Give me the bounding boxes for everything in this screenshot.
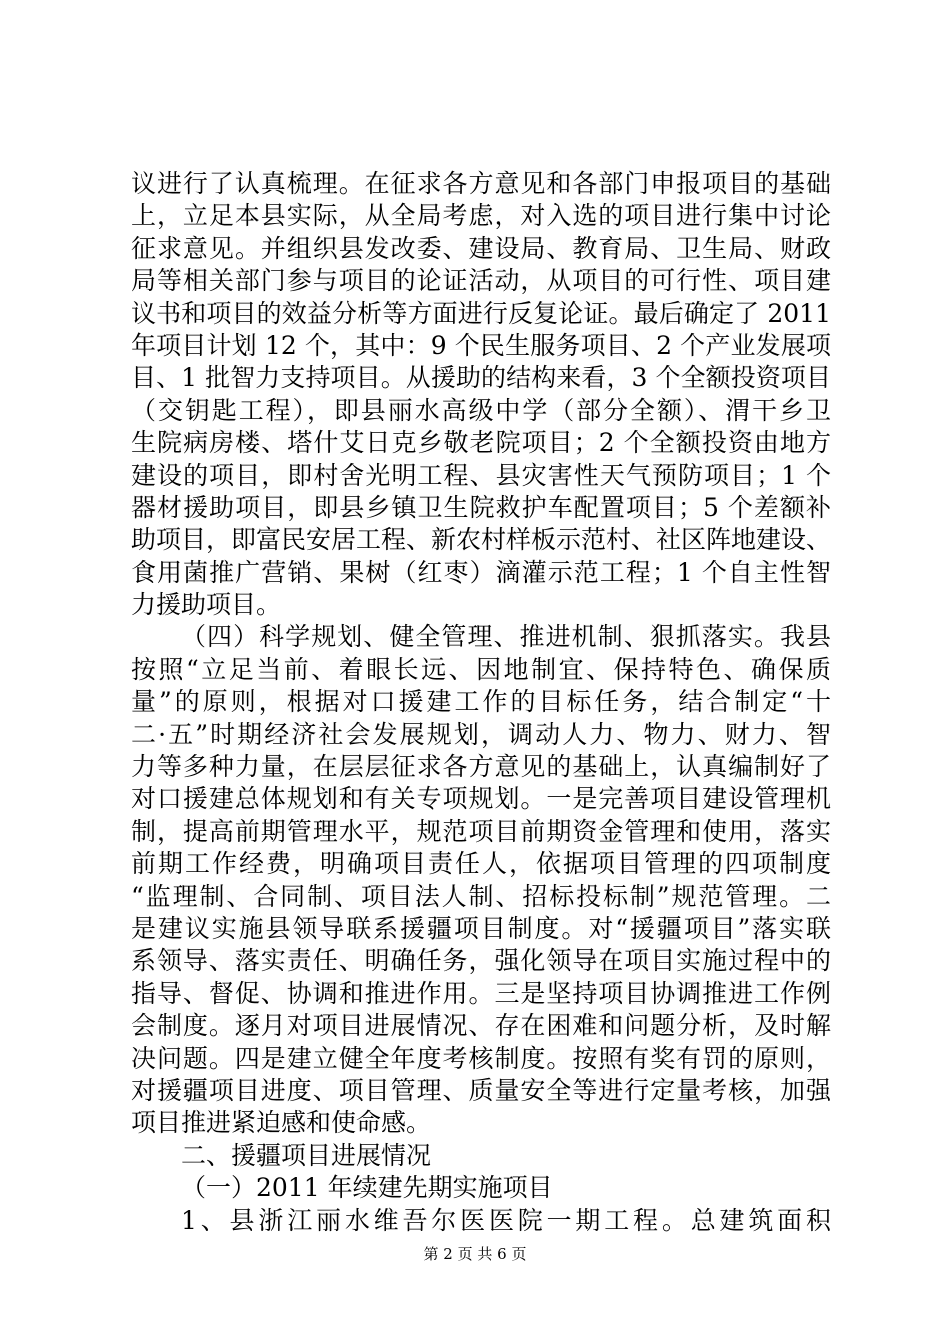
text-line: 制，提高前期管理水平，规范项目前期资金管理和使用，落实	[131, 816, 831, 846]
text-line: 生院病房楼、塔什艾日克乡敬老院项目；2 个全额投资由地方	[131, 428, 831, 458]
document-body	[131, 168, 831, 1237]
text-line: 会制度。逐月对项目进展情况、存在困难和问题分析，及时解	[131, 1011, 831, 1041]
text-line: 项目推进紧迫感和使命感。	[131, 1108, 432, 1138]
text-line: 力援助项目。	[131, 590, 282, 620]
text-line: 食用菌推广营销、果树（红枣）滴灌示范工程；1 个自主性智	[131, 557, 831, 587]
text-line: 对援疆项目进度、项目管理、质量安全等进行定量考核，加强	[131, 1075, 831, 1105]
text-line: 目、1 批智力支持项目。从援助的结构来看，3 个全额投资项目	[131, 363, 831, 393]
text-line: 上，立足本县实际，从全局考虑，对入选的项目进行集中讨论	[131, 201, 831, 231]
text-line: 力等多种力量，在层层征求各方意见的基础上，认真编制好了	[131, 752, 831, 782]
text-line: 决问题。四是建立健全年度考核制度。按照有奖有罚的原则，	[131, 1043, 831, 1073]
text-line: 前期工作经费，明确项目责任人，依据项目管理的四项制度	[131, 849, 831, 879]
page-footer: 第 2 页 共 6 页	[423, 1245, 527, 1263]
text-line: 局等相关部门参与项目的论证活动，从项目的可行性、项目建	[131, 266, 831, 296]
text-line: 征求意见。并组织县发改委、建设局、教育局、卫生局、财政	[131, 233, 831, 263]
text-line: 议进行了认真梳理。在征求各方意见和各部门申报项目的基础	[131, 169, 831, 198]
text-line: 按照“立足当前、着眼长远、因地制宜、保持特色、确保质	[131, 654, 831, 684]
text-line: 对口援建总体规划和有关专项规划。一是完善项目建设管理机	[131, 784, 831, 814]
text-line: 1、县浙江丽水维吾尔医医院一期工程。总建筑面积	[181, 1205, 831, 1235]
text-line: 量”的原则，根据对口援建工作的目标任务，结合制定“十	[131, 687, 831, 717]
text-line: （交钥匙工程），即县丽水高级中学（部分全额）、渭干乡卫	[131, 395, 831, 425]
text-line: 系领导、落实责任、明确任务，强化领导在项目实施过程中的	[131, 946, 831, 976]
text-line: 议书和项目的效益分析等方面进行反复论证。最后确定了 2011	[131, 298, 831, 328]
text-line: 助项目，即富民安居工程、新农村样板示范村、社区阵地建设、	[131, 525, 831, 555]
text-line: 二、援疆项目进展情况	[181, 1140, 432, 1170]
text-line: “监理制、合同制、项目法人制、招标投标制”规范管理。二	[131, 881, 831, 911]
text-line: 是建议实施县领导联系援疆项目制度。对“援疆项目”落实联	[131, 913, 831, 943]
text-line: （四）科学规划、健全管理、推进机制、狠抓落实。我县	[181, 622, 831, 652]
text-line: 指导、督促、协调和推进作用。三是坚持项目协调推进工作例	[131, 978, 831, 1008]
text-line: 器材援助项目，即县乡镇卫生院救护车配置项目；5 个差额补	[131, 492, 831, 522]
text-line: 二·五”时期经济社会发展规划，调动人力、物力、财力、智	[131, 719, 831, 749]
text-line: （一）2011 年续建先期实施项目	[181, 1173, 553, 1203]
text-line: 年项目计划 12 个，其中：9 个民生服务项目、2 个产业发展项	[131, 330, 831, 360]
text-line: 建设的项目，即村舍光明工程、县灾害性天气预防项目；1 个	[131, 460, 831, 490]
